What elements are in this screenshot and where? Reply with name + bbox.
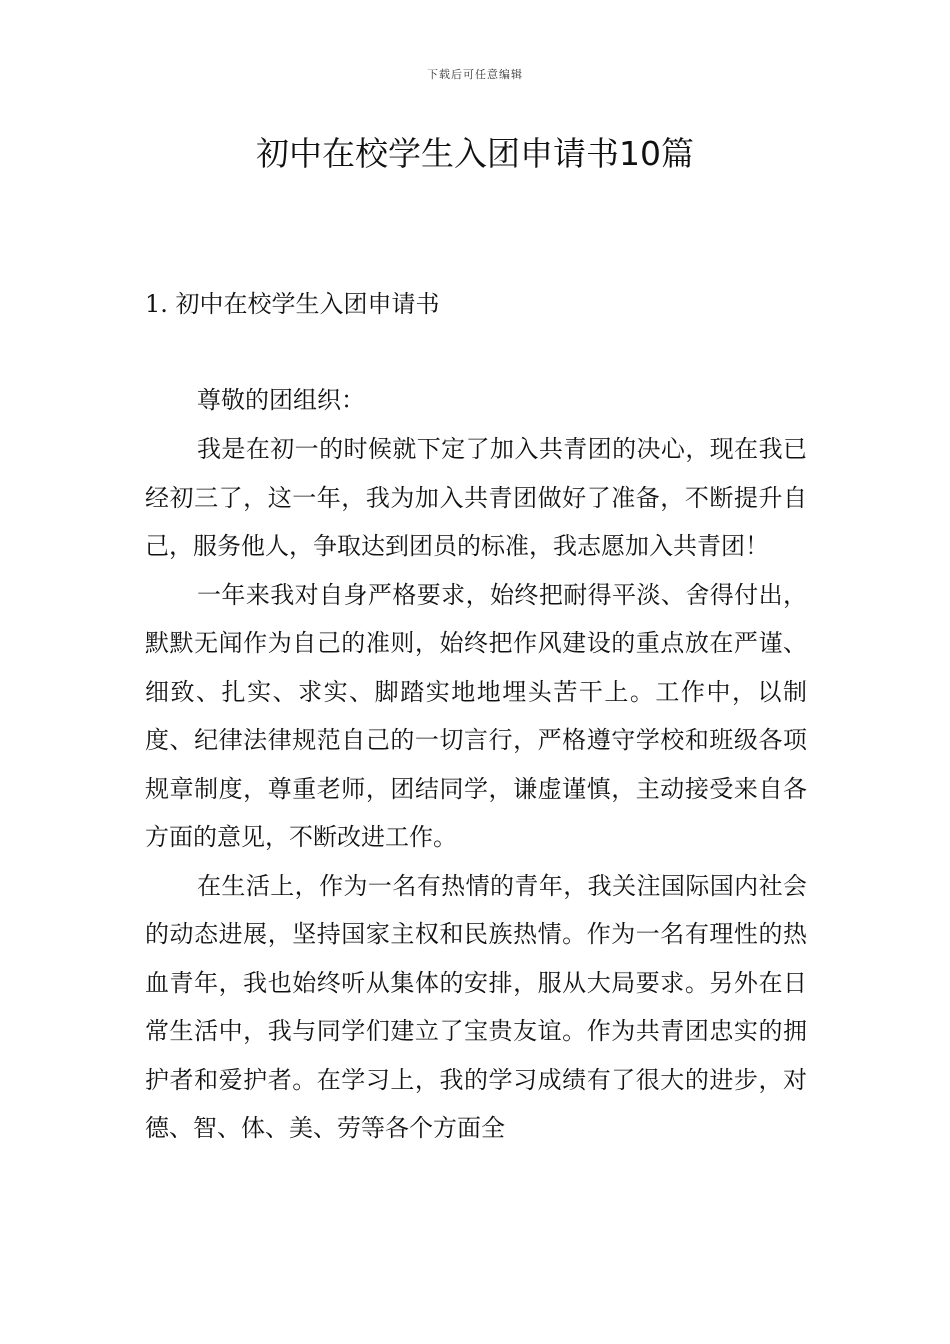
letter-salutation: 尊敬的团组织：: [197, 386, 365, 414]
letter-paragraph: 一年来我对自身严格要求，始终把耐得平淡、舍得付出，默默无闻作为自己的准则，始终把作风建设的重点放在严谨、细致、扎实、求实、脚踏实地地埋头苦干上。工作中，以制度、纪律法律规范自己的一切言行，严格遵守学校和班级各项规章制度，尊重老师，团结同学，谦虚谨慎，主动接受来自各方面的意见，不断改进工作。: [145, 580, 807, 851]
letter-paragraph: 我是在初一的时候就下定了加入共青团的决心，现在我已经初三了，这一年，我为加入共青团做好了准备，不断提升自己，服务他人，争取达到团员的标准，我志愿加入共青团！: [145, 435, 807, 560]
letter-paragraph: 在生活上，作为一名有热情的青年，我关注国际国内社会的动态进展，坚持国家主权和民族热情。作为一名有理性的热血青年，我也始终听从集体的安排，服从大局要求。另外在日常生活中，我与同学们建立了宝贵友谊。作为共青团忠实的拥护者和爱护者。在学习上，我的学习成绩有了很大的进步，对德、智、体、美、劳等各个方面全: [145, 871, 807, 1142]
section-heading: 1. 初中在校学生入团申请书: [145, 290, 440, 318]
header-note: 下载后可任意编辑: [427, 68, 523, 81]
document-title: 初中在校学生入团申请书10篇: [256, 134, 694, 173]
letter-body: [145, 425, 807, 1153]
